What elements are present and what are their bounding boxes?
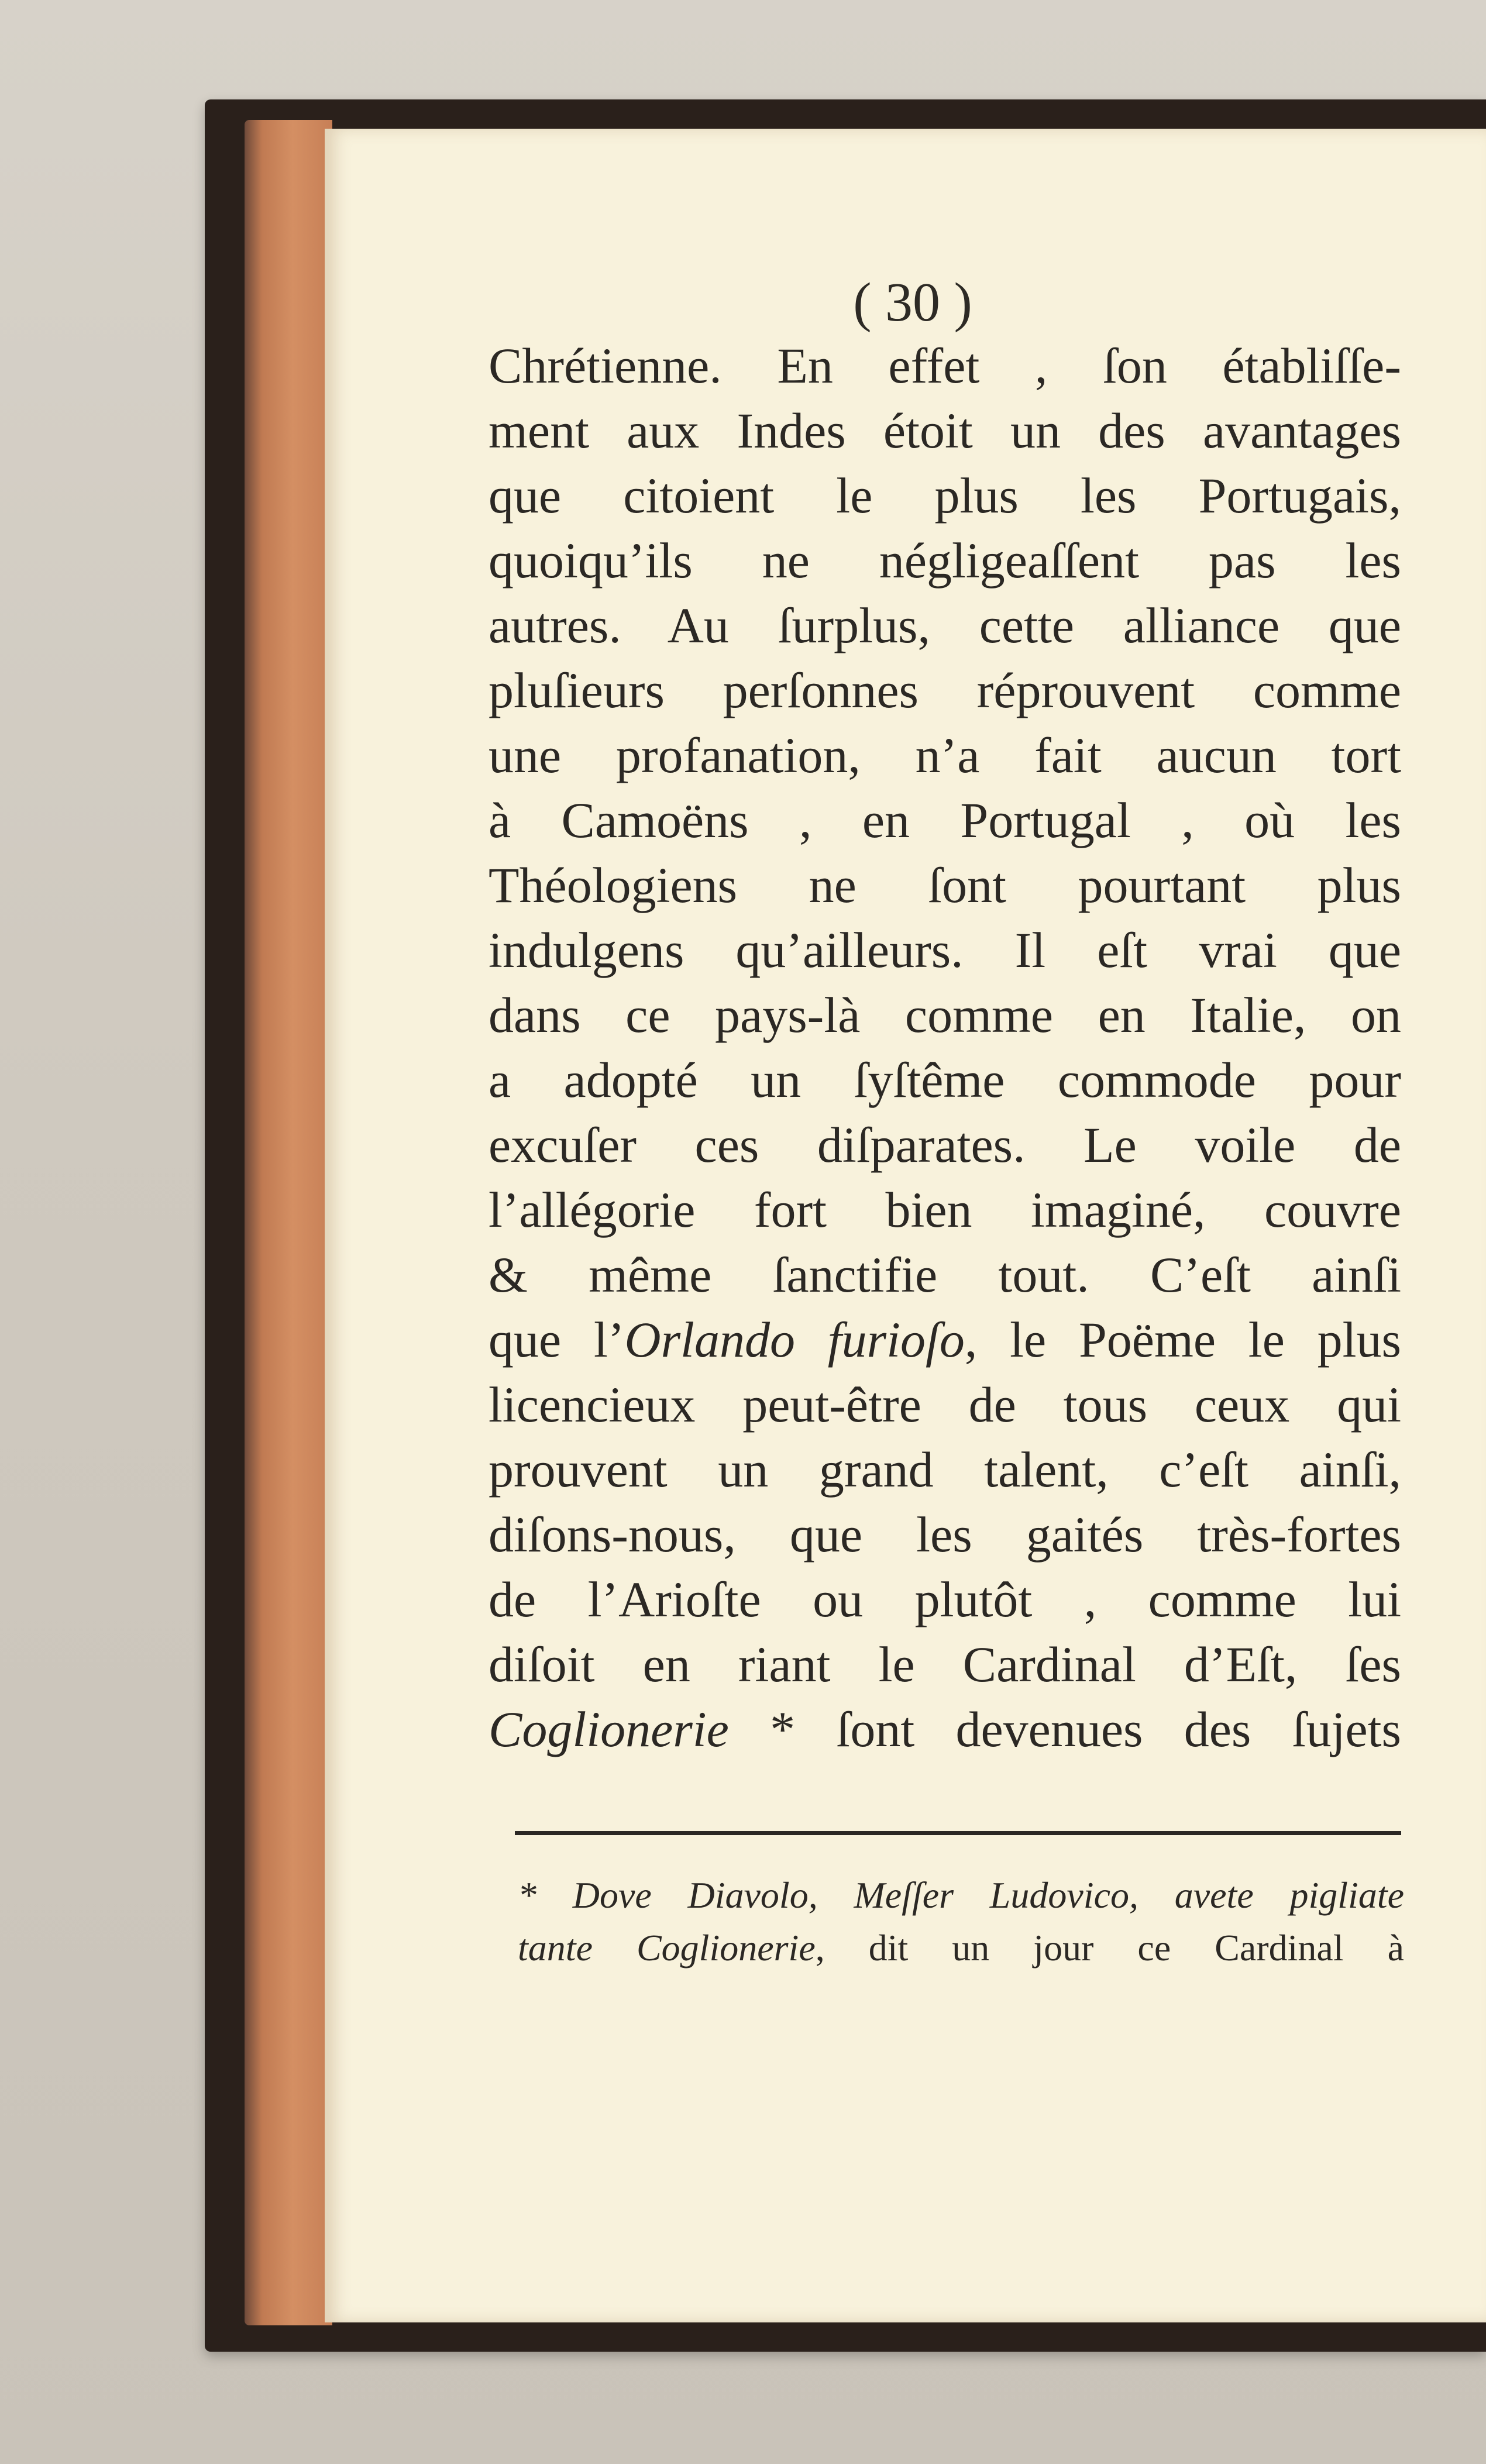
text-run: Chrétienne. En effet , ſon établiſſe- bbox=[489, 338, 1401, 394]
footnote-line bbox=[518, 1922, 1404, 1974]
italic-word: Coglionerie bbox=[489, 1701, 729, 1757]
text-line bbox=[489, 1048, 1401, 1113]
footnote-line bbox=[518, 1869, 1404, 1922]
text-run: excuſer ces diſparates. Le voile de bbox=[489, 1117, 1401, 1173]
page-number: ( 30 ) bbox=[853, 272, 972, 333]
footnote-run: tante Coglionerie bbox=[518, 1927, 816, 1969]
text-line bbox=[489, 1437, 1401, 1502]
page-edge bbox=[245, 120, 332, 2325]
text-run: & même ſanctifie tout. C’eſt ainſi bbox=[489, 1247, 1401, 1303]
text-run: de l’Arioſte ou plutôt , comme lui bbox=[489, 1571, 1401, 1627]
text-run: quoiqu’ils ne négligeaſſent pas les bbox=[489, 532, 1401, 589]
text-run: diſoit en riant le Cardinal d’Eſt, ſes bbox=[489, 1636, 1401, 1692]
text-run: que citoient le plus les Portugais, bbox=[489, 467, 1401, 524]
text-run: * ſont devenues des ſujets bbox=[728, 1701, 1401, 1757]
text-line bbox=[489, 593, 1401, 658]
italic-title: Orlando furioſo bbox=[624, 1312, 965, 1368]
text-run: l’allégorie fort bien imaginé, couvre bbox=[489, 1182, 1401, 1238]
text-line bbox=[489, 1632, 1401, 1697]
text-run: ment aux Indes étoit un des avantages bbox=[489, 402, 1401, 459]
footnote-run: * Dove Diavolo, Meſſer Ludovico, avete pigliate bbox=[518, 1874, 1404, 1916]
text-run: à Camoëns , en Portugal , où les bbox=[489, 792, 1401, 848]
text-run: une profanation, n’a fait aucun tort bbox=[489, 727, 1401, 783]
text-line bbox=[489, 788, 1401, 853]
text-line bbox=[489, 528, 1401, 593]
text-run: dans ce pays-là comme en Italie, on bbox=[489, 987, 1401, 1043]
footnote bbox=[518, 1869, 1404, 1974]
text-run: a adopté un ſyſtême commode pour bbox=[489, 1052, 1401, 1108]
text-line bbox=[489, 398, 1401, 463]
text-line bbox=[489, 463, 1401, 528]
text-line bbox=[489, 1697, 1401, 1762]
text-line bbox=[489, 853, 1401, 918]
text-run: indulgens qu’ailleurs. Il eſt vrai que bbox=[489, 922, 1401, 978]
text-line bbox=[489, 918, 1401, 983]
body-text bbox=[489, 333, 1401, 1762]
text-line bbox=[489, 1372, 1401, 1437]
footnote-rule bbox=[515, 1831, 1401, 1835]
text-line bbox=[489, 1502, 1401, 1567]
text-line bbox=[489, 1567, 1401, 1632]
text-run: que l’ bbox=[489, 1312, 625, 1368]
text-run: pluſieurs perſonnes réprouvent comme bbox=[489, 662, 1401, 718]
text-line bbox=[489, 333, 1401, 398]
text-run: prouvent un grand talent, c’eſt ainſi, bbox=[489, 1441, 1401, 1498]
text-line bbox=[489, 723, 1401, 788]
text-run: autres. Au ſurplus, cette alliance que bbox=[489, 597, 1401, 653]
text-run: , le Poëme le plus bbox=[964, 1312, 1401, 1368]
text-line bbox=[489, 1307, 1401, 1372]
text-run: licencieux peut-être de tous ceux qui bbox=[489, 1376, 1401, 1433]
text-line bbox=[489, 658, 1401, 723]
text-run: Théologiens ne ſont pourtant plus bbox=[489, 857, 1401, 913]
text-line bbox=[489, 983, 1401, 1048]
text-line bbox=[489, 1113, 1401, 1178]
text-line bbox=[489, 1243, 1401, 1307]
text-run: diſons-nous, que les gaités très-fortes bbox=[489, 1506, 1401, 1563]
footnote-run: , dit un jour ce Cardinal à bbox=[815, 1927, 1404, 1969]
text-line bbox=[489, 1178, 1401, 1243]
